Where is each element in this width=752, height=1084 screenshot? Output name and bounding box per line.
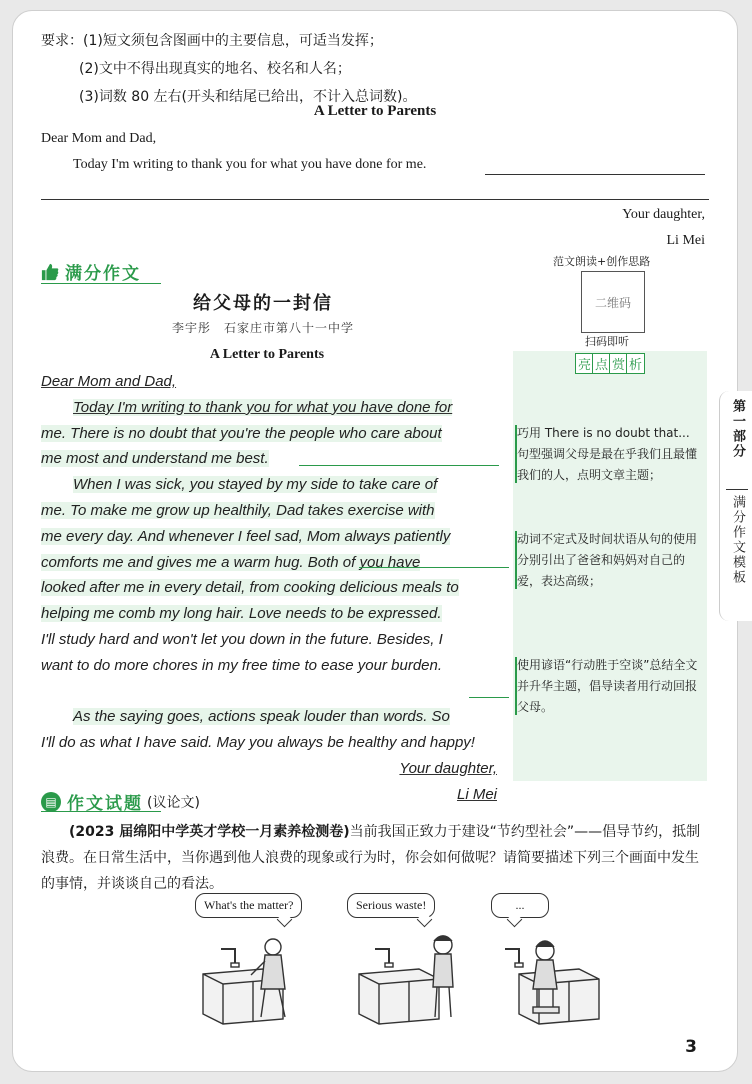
template-signature: Li Mei [666, 233, 705, 248]
essay-line: comforts me and gives me a warm hug. Both of you have [41, 553, 421, 571]
illustration-strip [173, 889, 713, 1029]
writing-line [41, 199, 709, 200]
side-tab[interactable] [719, 391, 752, 621]
qr-code[interactable] [581, 271, 645, 333]
qr-subcaption: 扫码即听 [585, 335, 629, 348]
essay-line: When I was sick, you stayed by my side to take care of [73, 476, 438, 494]
leader-line [359, 567, 509, 568]
qr-caption: 范文朗读+创作思路 [553, 255, 651, 268]
page-number: 3 [685, 1037, 697, 1057]
essay-line: me. There is no doubt that you're the people who care about [41, 424, 442, 442]
essay-letter-title: A Letter to Parents [209, 347, 325, 362]
requirement-1: 要求：(1)短文须包含图画中的主要信息，可适当发挥； [41, 33, 383, 49]
side-tab-divider [726, 489, 748, 490]
highlight-note-1: 巧用 There is no doubt that... 句型强调父母是最在乎我们且最懂我们的人，点明文章主题； [517, 426, 698, 482]
thumbs-up-icon [41, 263, 59, 281]
template-opening: Today I'm writing to thank you for what you have done for me. [73, 157, 427, 172]
template-greeting: Dear Mom and Dad, [41, 131, 157, 146]
essay-line: looked after me in every detail, from cooking delicious meals to [41, 579, 459, 597]
essay-line: I'll do as what I have said. May you always be healthy and happy! [41, 734, 475, 752]
template-title: A Letter to Parents [313, 103, 437, 119]
highlight-note-3: 使用谚语“行动胜于空谈”总结全文并升华主题，倡导读者用行动回报父母。 [517, 658, 698, 714]
essay-line: helping me comb my long hair. Love needs to be expressed. [41, 605, 442, 623]
speech-bubble: Serious waste! [347, 893, 435, 918]
requirement-3: (3)词数 80 左右(开头和结尾已给出，不计入总词数)。 [79, 89, 417, 105]
essay-line: me most and understand me best. [41, 450, 269, 468]
essay-closing: Your daughter, [399, 759, 497, 777]
topic-source: (2023 届绵阳中学英才学校一月素养检测卷) [69, 824, 350, 840]
divider [41, 283, 161, 284]
highlight-note-2: 动词不定式及时间状语从句的使用分别引出了爸爸和妈妈对自己的爱，表达高级； [517, 532, 698, 588]
leader-line [299, 465, 499, 466]
highlights-title: 亮 点 赏 析 [513, 353, 707, 374]
speech-bubble: What's the matter? [195, 893, 302, 918]
essay-line: As the saying goes, actions speak louder than words. So [73, 708, 450, 726]
page [12, 10, 745, 1072]
qr-code-label: 二维码 [594, 295, 631, 310]
section-title: 满分作文 [65, 264, 141, 284]
essay-title: 给父母的一封信 [193, 293, 333, 314]
essay-line: I'll study hard and won't let you down in the future. Besides, I [41, 630, 443, 648]
requirement-2: (2)文中不得出现真实的地名、校名和人名； [79, 61, 351, 77]
template-closing: Your daughter, [622, 207, 705, 222]
topic-text: 当前我国正致力于建设“节约型社会”——倡导节约，抵制浪费。在日常生活中，当你遇到他人浪费的现象或行为时，你会如何做呢？请简要描述下列三个画面中发生的事情，并谈谈自己的看法。 [41, 824, 701, 892]
essay-line: want to do more chores in my free time to ease your burden. [41, 656, 443, 674]
writing-line [485, 174, 705, 175]
speech-bubble: ... [491, 893, 549, 918]
essay-line: Dear Mom and Dad, [41, 373, 177, 390]
essay-line: Today I'm writing to thank you for what you have done for [73, 398, 453, 416]
section-subtitle: (议论文) [147, 794, 200, 811]
model-essay [41, 369, 497, 808]
requirements [41, 27, 721, 111]
leader-line [469, 697, 509, 698]
essay-signature: Li Mei [456, 785, 497, 803]
section-title: 作文试题 [67, 794, 143, 814]
scene-illustration [173, 889, 713, 1029]
section-header-model [41, 259, 141, 284]
essay-line: me. To make me grow up healthily, Dad takes exercise with [41, 501, 435, 519]
document-icon: ▤ [41, 792, 61, 812]
divider [41, 811, 161, 812]
side-tab-title: 满分作文模板 [730, 495, 745, 585]
side-tab-part: 第一部分 [730, 399, 745, 459]
essay-line: me every day. And whenever I feel sad, Mom always patiently [41, 527, 451, 545]
topic-prompt [41, 819, 709, 897]
essay-author: 李宇彤 石家庄市第八十一中学 [171, 321, 354, 335]
